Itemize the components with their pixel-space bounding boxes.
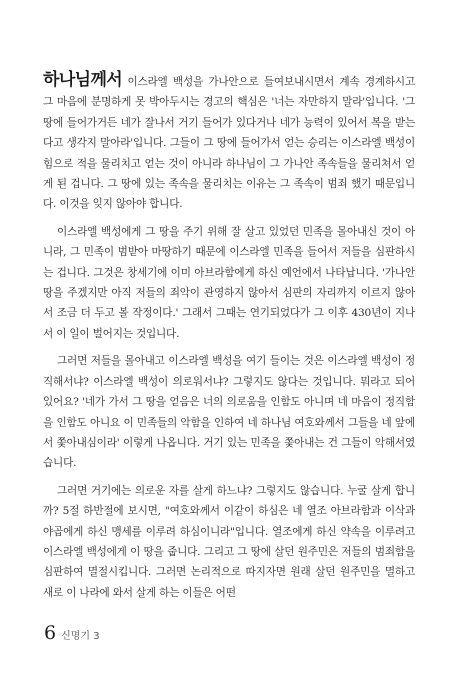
page-number: 6 xyxy=(44,622,57,644)
paragraph-1-text: 이스라엘 백성을 가나안으로 들여보내시면서 계속 경계하시고 그 마음에 분명하게 못 박아두시는 경고의 핵심은 '너는 자만하지 말라'입니다. '그 땅에 들어가거든 네가 잘나서 거기 들어가 있다거나 네가 능력이 있어서 복을 받는다고 생각지 말아라'입니다. 그들이 그 땅에 들어가서 얻는 승리는 이스라엘 백성이 힘으로 적을 물리치고 얻는 것이 아니라 하나님이 그 가나안 족속들을 물리쳐서 얻게 된 겁니다. 그 땅에 있는 족속을 물리치는 이유는 그 족속이 범죄 했기 때문입니다. 이것을 잊지 않아야 합니다. xyxy=(43,76,415,211)
body-text xyxy=(43,70,415,610)
page-footer xyxy=(44,622,100,644)
running-title: 신명기 3 xyxy=(61,631,100,642)
paragraph-4: 그러면 거기에는 의로운 자를 살게 하느냐? 그렇지도 않습니다. 누굴 살게 합니까? 5절 하반절에 보시면, "여호와께서 이같이 하심은 네 열조 아브라함과 이삭과 야곱에게 하신 맹세를 이루려 하심이니라"입니다. 열조에게 하신 약속을 이루려고 이스라엘 백성에게 이 땅을 줍니다. 그리고 그 땅에 살던 원주민은 저들의 범죄함을 심판하여 멸절시킵니다. 그러면 논리적으로 따지자면 원래 살던 원주민을 멸하고 새로 이 나라에 와서 살게 하는 이들은 어떤 xyxy=(43,484,415,599)
paragraph-2: 이스라엘 백성에게 그 땅을 주기 위해 잘 살고 있었던 민족을 몰아내신 것이 아니라, 그 민족이 범받아 마땅하기 때문에 이스라엘 민족을 들어서 저들을 심판하시는 겁니다. 그것은 창세기에 이미 아브라함에게 하신 예언에서 나타납니다. '가나안 땅을 주겠지만 아직 저들의 죄악이 관영하지 않아서 심판의 자리까지 이르지 않아서 조금 더 두고 볼 작정이다.' 그래서 그때는 연기되었다가 그 이후 430년이 지나서 이 일이 벌어지는 것입니다. xyxy=(43,225,415,340)
lead-word: 하나님께서 xyxy=(43,70,123,90)
paragraph-1 xyxy=(43,70,415,215)
paragraph-3: 그러면 저들을 몰아내고 이스라엘 백성을 여기 들이는 것은 이스라엘 백성이 정직해서냐? 이스라엘 백성이 의로워서냐? 그렇지도 않다는 것입니다. 뭐라고 되어 있어요? '네가 가서 그 땅을 얻음은 너의 의로움을 인함도 아니며 네 마음이 정직함을 인함도 아니요 이 민족들의 악함을 인하여 네 하나님 여호와께서 그들을 네 앞에서 쫓아내심이라' 이렇게 나옵니다. 거기 있는 민족을 쫓아내는 건 그들이 악해서였습니다. xyxy=(43,355,415,470)
